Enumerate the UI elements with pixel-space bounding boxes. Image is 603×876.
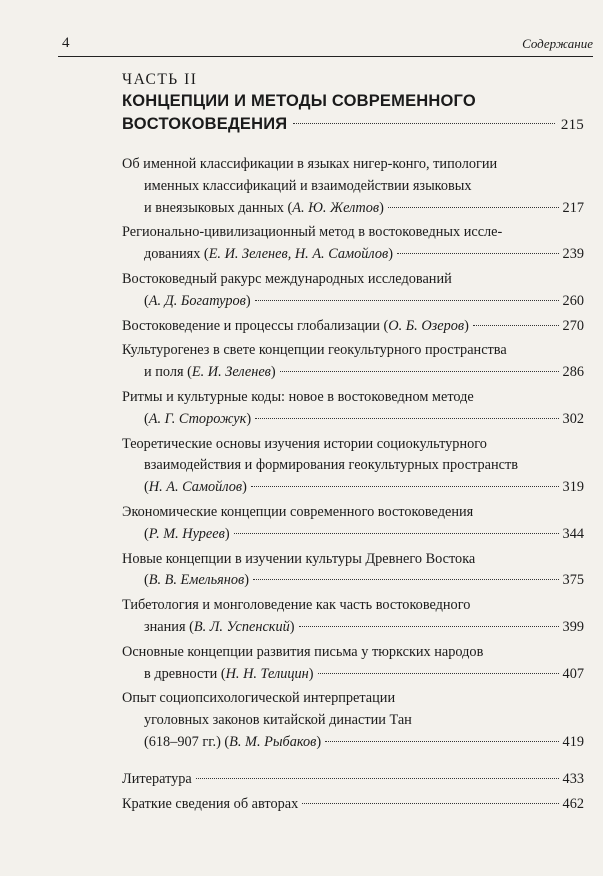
toc-entry-close-paren: ): [242, 479, 247, 496]
toc-entry-page-number: 319: [562, 479, 584, 496]
toc-entry-text: [144, 617, 295, 639]
page-number: 4: [62, 35, 70, 51]
toc-entry: [122, 154, 584, 219]
toc-entry-text: [144, 732, 321, 754]
toc-entry-page-number: 407: [562, 665, 584, 682]
part-page-number: 215: [560, 117, 584, 133]
dot-leader: [253, 579, 559, 580]
part-title-text: ВОСТОКОВЕДЕНИЯ: [122, 115, 288, 133]
toc-entry-title-tail: Востоковедение и процессы глобализации (: [122, 317, 389, 334]
toc-entry-last-line: [122, 198, 584, 220]
toc-entry-title-tail: в древности (: [144, 665, 226, 682]
toc-entry: [122, 434, 584, 499]
toc-entry-page-number: 217: [562, 199, 584, 216]
toc-entry-title-line: Опыт социопсихологической интерпретации: [122, 690, 396, 707]
toc-entry: [122, 595, 584, 639]
toc-entry: [122, 222, 584, 266]
toc-entry-close-paren: ): [224, 525, 230, 542]
toc-entry-last-line: [122, 291, 584, 313]
toc-end-entry-line: [122, 769, 584, 791]
dot-leader: [388, 207, 559, 208]
toc-entry-page-number: 239: [562, 246, 584, 263]
toc-entry-text: [144, 524, 230, 546]
toc-entry-text: [144, 664, 314, 686]
toc-entries: [122, 154, 584, 754]
toc-entry-close-paren: ): [308, 665, 314, 682]
dot-leader: [255, 418, 558, 419]
dot-leader: [280, 371, 559, 372]
toc-entry-close-paren: ): [244, 572, 249, 589]
toc-entry: [122, 269, 584, 313]
toc-entry-text: [144, 409, 251, 431]
toc-entry-title-line: Основные концепции развития письма у тюркских народов: [122, 643, 484, 660]
toc-entry-title-line: Теоретические основы изучения истории социокультурного: [122, 435, 487, 452]
dot-leader: [196, 778, 559, 779]
dot-leader: [302, 803, 558, 804]
part-title-line-2: [122, 113, 584, 137]
dot-leader: [251, 486, 559, 487]
toc-entry-title-line: Культурогенез в свете концепции геокультурного пространства: [122, 342, 507, 359]
toc-entry-page-number: 302: [562, 410, 584, 427]
toc-end-entry: [122, 769, 584, 791]
part-title-line-1: КОНЦЕПЦИИ И МЕТОДЫ СОВРЕМЕННОГО: [122, 92, 476, 110]
toc-entry-last-line: [122, 409, 584, 431]
toc-entry-page-number: 260: [562, 292, 584, 309]
toc-entry-title-line: Ритмы и культурные коды: новое в востоковедном методе: [122, 388, 474, 405]
toc-entry-title-tail: (: [144, 525, 149, 542]
toc-entry-author: Р. М. Нуреев: [148, 525, 225, 542]
toc-end-entry-title: Краткие сведения об авторах: [122, 795, 299, 812]
running-head: Содержание: [522, 36, 593, 51]
toc-entry-title-line: Регионально-цивилизационный метод в востоковедных иссле-: [122, 224, 503, 241]
toc-entry-title-tail: дованиях (: [144, 246, 209, 263]
dot-leader: [325, 741, 558, 742]
toc-entry-last-line: [122, 524, 584, 546]
toc-entry: [122, 340, 584, 384]
toc-entry-author: В. Л. Успенский: [193, 618, 290, 635]
toc-entry-last-line: [122, 570, 584, 592]
toc-entry-author: Н. А. Самойлов: [148, 479, 243, 496]
toc-entry: [122, 387, 584, 431]
toc-entry-title-tail: (: [144, 292, 149, 309]
page-header: [58, 34, 593, 57]
toc-entry: [122, 316, 584, 338]
dot-leader: [255, 300, 559, 301]
toc-entry: [122, 642, 584, 686]
part-label: ЧАСТЬ II: [122, 71, 198, 88]
toc-entry-author: Е. И. Зеленев: [191, 364, 271, 381]
toc-entry-last-line: [122, 477, 584, 499]
toc-entry-title-tail: (: [144, 410, 149, 427]
toc-entry-close-paren: ): [388, 246, 393, 263]
toc-entry-last-line: [122, 664, 584, 686]
dot-leader: [234, 533, 559, 534]
toc-entry-close-paren: ): [289, 618, 295, 635]
toc-entry-last-line: [122, 362, 584, 384]
toc-entry-last-line: [122, 617, 584, 639]
toc-entry: [122, 502, 584, 546]
toc-entry: [122, 688, 584, 753]
toc-entry-text: [144, 570, 249, 592]
toc-end-entry-line: [122, 794, 584, 816]
toc-end-entry: [122, 794, 584, 816]
toc-entry-last-line: [122, 244, 584, 266]
toc-entry-page-number: 270: [562, 317, 584, 334]
toc-entry-author: Н. Н. Телицин: [225, 665, 309, 682]
toc-entry-title-line: уголовных законов китайской династии Тан: [144, 712, 412, 729]
toc-entry-page-number: 399: [562, 618, 584, 635]
toc-end-entry-title: Литература: [122, 770, 192, 787]
toc-entry-title-line: Об именной классификации в языках нигер-конго, типологии: [122, 156, 498, 172]
dot-leader: [293, 123, 555, 124]
toc-entry-text: [122, 316, 469, 338]
toc-entry-author: Е. И. Зеленев, Н. А. Самойлов: [208, 246, 389, 263]
toc-entry-text: [144, 477, 247, 499]
table-of-contents: [122, 154, 584, 818]
toc-entry-title-tail: (: [144, 479, 149, 496]
toc-end-entries: [122, 769, 584, 816]
toc-entry-text: [144, 244, 393, 266]
toc-entry-title-line: Новые концепции в изучении культуры Древнего Востока: [122, 550, 476, 567]
toc-entry-author: А. Ю. Желтов: [292, 199, 380, 216]
toc-entry-close-paren: ): [379, 199, 384, 216]
toc-entry-text: [144, 291, 251, 313]
toc-entry-page-number: 375: [562, 572, 584, 589]
toc-entry-title-tail: (618–907 гг.) (: [144, 733, 230, 750]
toc-entry-author: А. Д. Богатуров: [148, 292, 246, 309]
toc-entry-close-paren: ): [464, 317, 469, 334]
toc-entry-text: [144, 198, 384, 220]
toc-entry-title-tail: и поля (: [144, 364, 192, 381]
toc-entry-close-paren: ): [316, 733, 322, 750]
toc-entry-title-line: Экономические концепции современного востоковедения: [122, 503, 474, 520]
toc-entry-author: А. Г. Сторожук: [148, 410, 247, 427]
toc-entry-page-number: 286: [562, 364, 584, 381]
toc-entry-last-line: [122, 732, 584, 754]
dot-leader: [473, 325, 559, 326]
toc-entry-title-line: взаимодействия и формирования геокультурных пространств: [144, 457, 518, 474]
toc-entry-title-tail: и внеязыковых данных (: [144, 199, 293, 216]
toc-end-entry-page-number: 462: [562, 795, 584, 812]
toc-end-entry-page-number: 433: [562, 770, 584, 787]
toc-entry-close-paren: ): [245, 292, 251, 309]
part-heading: [122, 70, 584, 137]
dot-leader: [397, 253, 559, 254]
toc-entry-author: В. М. Рыбаков: [229, 733, 317, 750]
toc-entry-page-number: 344: [562, 525, 584, 542]
toc-entry-close-paren: ): [246, 410, 252, 427]
toc-entry-author: О. Б. Озеров: [388, 317, 465, 334]
dot-leader: [299, 626, 559, 627]
toc-entry-last-line: [122, 316, 584, 338]
toc-entry-close-paren: ): [270, 364, 276, 381]
toc-entry-title-tail: знания (: [144, 618, 194, 635]
toc-entry-title-tail: (: [144, 572, 149, 589]
toc-entry-title-line: именных классификаций и взаимодействии языковых: [144, 177, 472, 194]
toc-entry: [122, 549, 584, 593]
toc-entry-author: В. В. Емельянов: [148, 572, 245, 589]
toc-entry-text: [144, 362, 276, 384]
toc-entry-title-line: Тибетология и монголоведение как часть востоковедного: [122, 597, 471, 614]
dot-leader: [318, 673, 559, 674]
toc-entry-title-line: Востоковедный ракурс международных исследований: [122, 270, 452, 287]
toc-entry-page-number: 419: [562, 733, 584, 750]
